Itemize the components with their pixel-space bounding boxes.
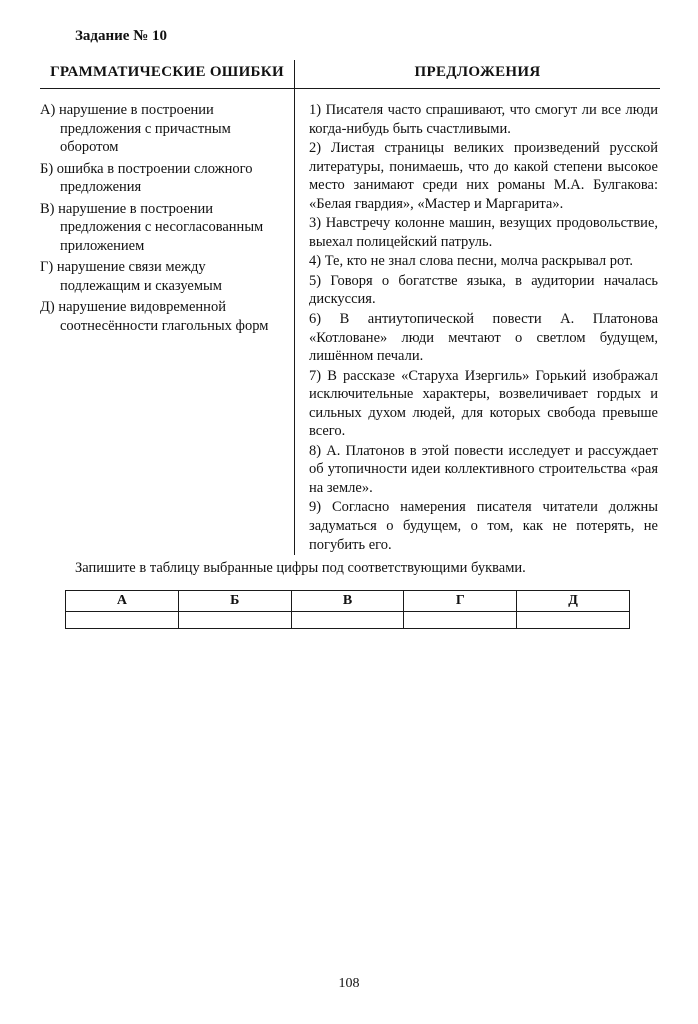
sentence-text: Писателя часто спрашивают, что смогут ли все люди когда-нибудь быть счастливыми. — [309, 102, 658, 137]
sentence-item — [309, 252, 658, 271]
answer-cell-b — [178, 612, 291, 629]
sentence-label: 2) — [309, 140, 322, 157]
sentence-item — [309, 101, 658, 138]
sentence-text: Навстречу колонне машин, везущих продовольствие, выехал полицейский патруль. — [309, 215, 659, 250]
answer-header-d: Д — [517, 591, 630, 612]
sentence-item — [309, 442, 658, 498]
answer-header-g: Г — [404, 591, 517, 612]
grammar-errors-list — [40, 89, 295, 555]
sentence-text: Согласно намерения писателя читатели должны задуматься о будущем, о том, как не потерять, не погубить его. — [309, 499, 659, 553]
answer-cell-g — [404, 612, 517, 629]
sentence-label: 5) — [309, 272, 322, 289]
sentence-item — [309, 139, 658, 213]
error-text: нарушение в построении предложения с несогласованным приложением — [58, 200, 264, 254]
sentences-header: ПРЕДЛОЖЕНИЯ — [295, 60, 660, 89]
sentence-text: Листая страницы великих произведений русской литературы, понимаешь, что до какой степени высокое место занимают среди них романы М.А. Булгакова: «Белая гвардия», «Мастер и Маргарита». — [309, 140, 659, 212]
error-text: нарушение в построении предложения с причастным оборотом — [58, 102, 231, 156]
sentence-text: А. Платонов в этой повести исследует и рассуждает об утопичности идеи коллективного строительства «рая на земле». — [309, 442, 658, 496]
error-item — [40, 101, 280, 157]
error-label: Б) — [40, 160, 54, 177]
page-title: Задание № 10 — [75, 28, 168, 44]
sentence-label: 9) — [309, 499, 322, 516]
answer-cell-v — [291, 612, 404, 629]
sentence-label: 8) — [309, 442, 322, 459]
grammar-errors-header: ГРАММАТИЧЕСКИЕ ОШИБКИ — [40, 60, 295, 89]
answer-table-header-row — [66, 591, 630, 612]
answer-header-a: А — [66, 591, 179, 612]
error-text: ошибка в построении сложного предложения — [56, 160, 253, 196]
answer-cell-a — [66, 612, 179, 629]
sentence-text: В рассказе «Старуха Изергиль» Горький изображал исключительные характеры, возвеличивает гордых и сильных духом людей, для которых свобода превыше всего. — [309, 367, 658, 440]
error-label: Д) — [40, 299, 55, 316]
sentence-label: 4) — [309, 253, 322, 270]
sentence-item — [309, 367, 658, 441]
error-label: Г) — [40, 259, 54, 276]
matching-table — [40, 60, 660, 555]
sentence-item — [309, 272, 658, 309]
sentence-item — [309, 310, 658, 366]
sentence-label: 7) — [309, 367, 322, 384]
error-item — [40, 160, 280, 197]
error-item — [40, 258, 280, 295]
instruction-text: Запишите в таблицу выбранные цифры под соответствующими буквами. — [75, 560, 526, 576]
page-number: 108 — [338, 976, 360, 991]
error-text: нарушение видовременной соотнесённости глагольных форм — [58, 299, 269, 335]
error-text: нарушение связи между подлежащим и сказуемым — [56, 259, 222, 294]
sentence-label: 1) — [309, 102, 322, 118]
sentence-label: 6) — [309, 311, 322, 328]
answer-cell-d — [517, 612, 630, 629]
error-item — [40, 200, 280, 256]
answer-header-v: В — [291, 591, 404, 612]
answer-table-value-row — [66, 612, 630, 629]
sentence-item — [309, 214, 658, 251]
sentence-text: Говоря о богатстве языка, в аудитории началась дискуссия. — [309, 272, 658, 308]
error-item — [40, 298, 280, 335]
error-label: А) — [40, 102, 56, 118]
sentence-label: 3) — [309, 215, 322, 232]
sentence-text: В антиутопической повести А. Платонова «Котловане» люди мечтают о светлом будущем, лишённом печали. — [309, 311, 659, 365]
answer-header-b: Б — [178, 591, 291, 612]
answer-table — [65, 590, 630, 629]
sentence-text: Те, кто не знал слова песни, молча раскрывал рот. — [324, 253, 633, 270]
sentences-list — [295, 89, 660, 555]
error-label: В) — [40, 200, 55, 217]
sentence-item — [309, 498, 658, 554]
